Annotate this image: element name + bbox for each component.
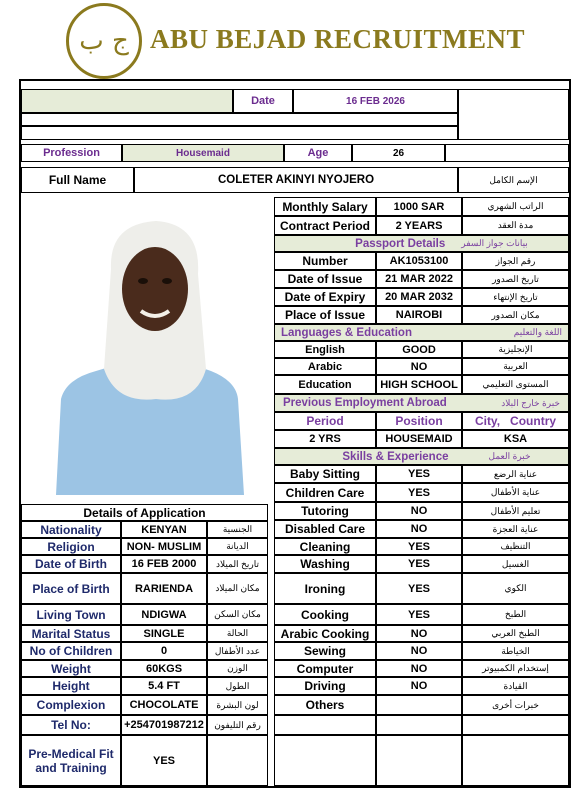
detail-label: No of Children [21, 642, 121, 660]
skill-value [376, 695, 462, 715]
education-value: HIGH SCHOOL [376, 375, 462, 394]
salary-value: 1000 SAR [376, 197, 462, 216]
detail-value: 0 [121, 642, 207, 660]
skill-ar: القيادة [462, 677, 569, 695]
place-issue-value: NAIROBI [376, 306, 462, 324]
skill-label: Driving [274, 677, 376, 695]
skill-ar: الطبخ [462, 604, 569, 625]
languages-title-ar: اللغة والتعليم [513, 327, 562, 337]
date-label: Date [233, 89, 293, 113]
skill-label: Children Care [274, 483, 376, 502]
contract-ar: مدة العقد [462, 216, 569, 235]
fullname-ar: الإسم الكامل [458, 167, 569, 193]
skill-value: YES [376, 573, 462, 604]
skill-ar: عناية العجزة [462, 520, 569, 538]
detail-label: Religion [21, 538, 121, 555]
skill-value: YES [376, 604, 462, 625]
detail-ar: رقم التليفون [207, 715, 268, 735]
skill-ar: خبرات أخرى [462, 695, 569, 715]
detail-value: 60KGS [121, 660, 207, 677]
bottom-right-blank-2 [376, 715, 462, 735]
detail-ar: تاريخ الميلاد [207, 555, 268, 573]
logo-text: ج ب [79, 26, 129, 56]
english-label: English [274, 341, 376, 358]
skill-ar: عناية الرضع [462, 465, 569, 483]
detail-ar [207, 735, 268, 786]
skill-ar: الطبخ العربي [462, 625, 569, 642]
bottom-right-blank-3 [462, 715, 569, 735]
expiry-date-value: 20 MAR 2032 [376, 288, 462, 306]
skill-value: NO [376, 677, 462, 695]
english-ar: الإنجليزية [462, 341, 569, 358]
skill-label: Disabled Care [274, 520, 376, 538]
detail-label: Weight [21, 660, 121, 677]
profession-value: Housemaid [122, 144, 284, 162]
skill-label: Cleaning [274, 538, 376, 555]
detail-label: Tel No: [21, 715, 121, 735]
detail-label: Date of Birth [21, 555, 121, 573]
contract-value: 2 YEARS [376, 216, 462, 235]
detail-label: Height [21, 677, 121, 695]
age-value: 26 [352, 144, 445, 162]
skill-ar: الغسيل [462, 555, 569, 573]
skill-value: YES [376, 555, 462, 573]
detail-value: NON- MUSLIM [121, 538, 207, 555]
detail-label: Marital Status [21, 625, 121, 642]
detail-value: 16 FEB 2000 [121, 555, 207, 573]
detail-label: Place of Birth [21, 573, 121, 604]
skills-section-title [274, 448, 569, 465]
header-blank [458, 89, 569, 140]
languages-section-title [274, 324, 569, 341]
detail-ar: الجنسية [207, 521, 268, 538]
period-header: Period [274, 412, 376, 430]
company-logo [66, 3, 142, 79]
country-value: KSA [462, 430, 569, 448]
details-title: Details of Application [21, 504, 268, 521]
skill-label: Sewing [274, 642, 376, 660]
skill-ar: عناية الأطفال [462, 483, 569, 502]
skill-value: NO [376, 520, 462, 538]
passport-title: Passport Details [355, 237, 446, 250]
detail-value: NDIGWA [121, 604, 207, 625]
detail-value: RARIENDA [121, 573, 207, 604]
detail-ar: لون البشرة [207, 695, 268, 715]
bottom-right-blank-4 [274, 735, 376, 786]
skill-value: NO [376, 642, 462, 660]
profession-label: Profession [21, 144, 122, 162]
blank-row-1 [21, 113, 458, 126]
passport-number-value: AK1053100 [376, 252, 462, 270]
languages-title: Languages & Education [281, 326, 412, 339]
previous-employment-label: Previous Employment Abroad [283, 397, 447, 409]
expiry-date-ar: تاريخ الإنتهاء [462, 288, 569, 306]
skill-value: NO [376, 625, 462, 642]
position-header: Position [376, 412, 462, 430]
skill-label: Washing [274, 555, 376, 573]
skill-label: Cooking [274, 604, 376, 625]
place-issue-label: Place of Issue [274, 306, 376, 324]
issue-date-value: 21 MAR 2022 [376, 270, 462, 288]
skills-title-ar: خبرة العمل [488, 451, 531, 461]
previous-employment-ar: خبرة خارج البلاد [501, 397, 560, 408]
arabic-label: Arabic [274, 358, 376, 375]
arabic-value: NO [376, 358, 462, 375]
skill-label: Computer [274, 660, 376, 677]
skill-ar: الكوي [462, 573, 569, 604]
skill-ar: الخياطة [462, 642, 569, 660]
skill-value: YES [376, 465, 462, 483]
period-value: 2 YRS [274, 430, 376, 448]
issue-date-label: Date of Issue [274, 270, 376, 288]
skill-value: YES [376, 483, 462, 502]
skill-label: Baby Sitting [274, 465, 376, 483]
detail-ar: الطول [207, 677, 268, 695]
detail-label: Nationality [21, 521, 121, 538]
skill-value: NO [376, 660, 462, 677]
expiry-date-label: Date of Expiry [274, 288, 376, 306]
skill-value: YES [376, 538, 462, 555]
skill-label: Arabic Cooking [274, 625, 376, 642]
salary-label: Monthly Salary [274, 197, 376, 216]
detail-value: +254701987212 [121, 715, 207, 735]
detail-ar: الحالة [207, 625, 268, 642]
skill-label: Tutoring [274, 502, 376, 520]
previous-employment-title [274, 394, 569, 412]
skill-ar: تعليم الأطفال [462, 502, 569, 520]
detail-label: Living Town [21, 604, 121, 625]
skill-value: NO [376, 502, 462, 520]
fullname-label: Full Name [21, 167, 134, 193]
issue-date-ar: تاريخ الصدور [462, 270, 569, 288]
detail-value: KENYAN [121, 521, 207, 538]
date-blank [21, 89, 233, 113]
detail-ar: الوزن [207, 660, 268, 677]
detail-label: Complexion [21, 695, 121, 715]
passport-number-label: Number [274, 252, 376, 270]
fullname-value: COLETER AKINYI NYOJERO [134, 167, 458, 193]
education-label: Education [274, 375, 376, 394]
bottom-right-blank-5 [376, 735, 462, 786]
education-ar: المستوى التعليمي [462, 375, 569, 394]
detail-value: 5.4 FT [121, 677, 207, 695]
skills-title: Skills & Experience [342, 450, 449, 463]
country-header: City, Country [462, 412, 569, 430]
arabic-ar: العربية [462, 358, 569, 375]
skill-ar: إستخدام الكمبيوتر [462, 660, 569, 677]
bottom-right-blank-1 [274, 715, 376, 735]
skill-label: Others [274, 695, 376, 715]
age-label: Age [284, 144, 352, 162]
passport-title-ar: بيانات جواز السفر [461, 238, 528, 248]
position-value: HOUSEMAID [376, 430, 462, 448]
place-issue-ar: مكان الصدور [462, 306, 569, 324]
detail-value: YES [121, 735, 207, 786]
age-blank [445, 144, 569, 162]
contract-label: Contract Period [274, 216, 376, 235]
detail-ar: مكان السكن [207, 604, 268, 625]
candidate-photo [26, 199, 269, 495]
detail-ar: الديانة [207, 538, 268, 555]
skill-label: Ironing [274, 573, 376, 604]
detail-ar: عدد الأطفال [207, 642, 268, 660]
passport-section-title [274, 235, 569, 252]
detail-value: SINGLE [121, 625, 207, 642]
detail-label: Pre-Medical Fit and Training [21, 735, 121, 786]
bottom-right-blank-6 [462, 735, 569, 786]
detail-value: CHOCOLATE [121, 695, 207, 715]
company-name: ABU BEJAD RECRUITMENT [150, 24, 526, 54]
english-value: GOOD [376, 341, 462, 358]
passport-number-ar: رقم الجواز [462, 252, 569, 270]
skill-ar: التنظيف [462, 538, 569, 555]
date-value: 16 FEB 2026 [293, 89, 458, 113]
detail-ar: مكان الميلاد [207, 573, 268, 604]
salary-ar: الراتب الشهري [462, 197, 569, 216]
blank-row-2 [21, 126, 458, 140]
